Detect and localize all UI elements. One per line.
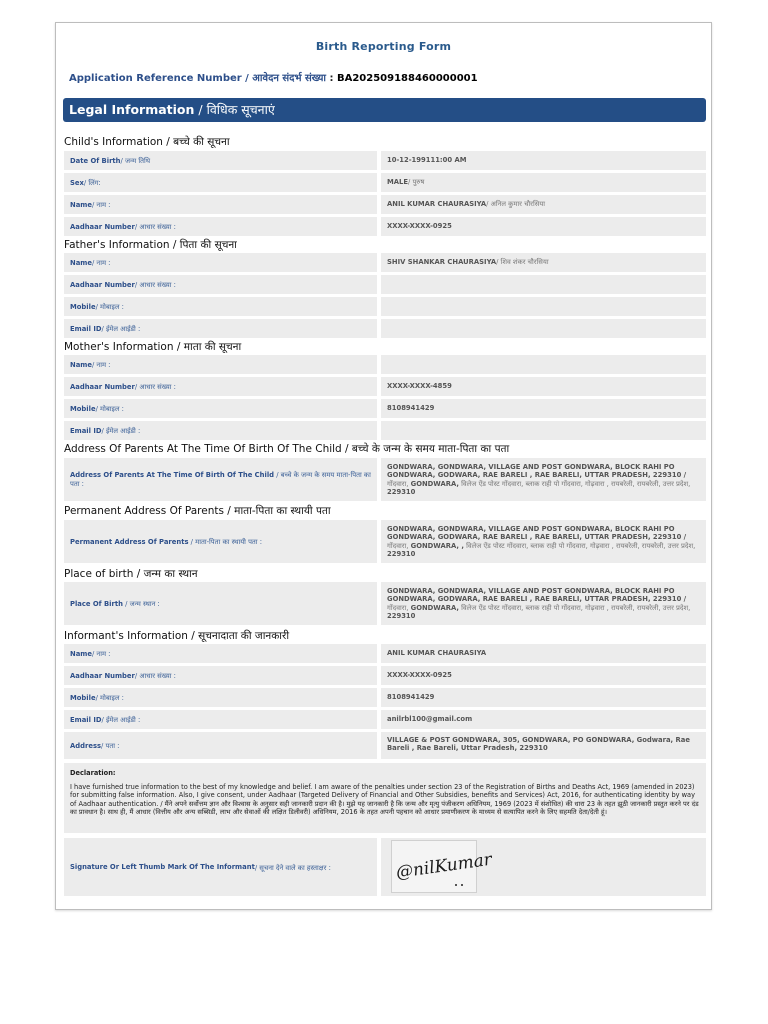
label-mother-mobile: Mobile / मोबाइल :	[64, 399, 377, 418]
label-mother-aadhaar: Aadhaar Number / आधार संख्या :	[64, 377, 377, 396]
reference-number	[69, 70, 478, 84]
row-mother-email	[64, 421, 706, 440]
section-father: Father's Information / पिता की सूचना	[64, 239, 237, 251]
row-mother-name	[64, 355, 706, 374]
value-informant-name: ANIL KUMAR CHAURASIYA	[381, 644, 706, 663]
label-informant-aadhaar: Aadhaar Number / आधार संख्या :	[64, 666, 377, 685]
row-child-aadhaar	[64, 217, 706, 236]
row-address-birth	[64, 458, 706, 501]
row-informant-address	[64, 732, 706, 759]
row-signature	[64, 838, 706, 896]
label-signature: Signature Or Left Thumb Mark Of The Informant / सूचना देने वाले का हस्ताक्षर :	[64, 838, 377, 896]
label-permanent-address: Permanent Address Of Parents / माता-पिता का स्थायी पता :	[64, 520, 377, 563]
banner-title-en: Legal Information	[69, 102, 195, 117]
legal-information-banner	[63, 98, 706, 122]
row-informant-aadhaar	[64, 666, 706, 685]
declaration-heading: Declaration:	[70, 769, 116, 777]
label-dob: Date Of Birth / जन्म तिथि	[64, 151, 377, 170]
row-father-mobile	[64, 297, 706, 316]
value-father-name: SHIV SHANKAR CHAURASIYA / शिव शंकर चौरसिया	[381, 253, 706, 272]
label-place-of-birth: Place Of Birth / जन्म स्थान :	[64, 582, 377, 625]
section-address-birth: Address Of Parents At The Time Of Birth Of The Child / बच्चे के जन्म के समय माता-पिता का पता	[64, 443, 510, 455]
row-place-of-birth	[64, 582, 706, 625]
row-informant-name	[64, 644, 706, 663]
value-permanent-address: GONDWARA, GONDWARA, VILLAGE AND POST GONDWARA, BLOCK RAHI PO GONDWARA, GODWARA, RAE BARELI , RAE BARELI, UTTAR PRADESH, 229310 / गोंदवारा, GONDWARA, , विलेज ऐंड पोस्ट गोंदवारा, ब्लाक राही पो गोंदवारा, गोढ़वारा , रायबरेली, रायबरेली, उत्तर प्रदेश, 229310	[381, 520, 706, 563]
section-child: Child's Information / बच्चे की सूचना	[64, 136, 230, 148]
value-informant-email: anilrbl100@gmail.com	[381, 710, 706, 729]
banner-title-hi: / विधिक सूचनाएं	[194, 102, 275, 117]
label-address-birth: Address Of Parents At The Time Of Birth Of The Child / बच्चे के जन्म के समय माता-पिता का पता :	[64, 458, 377, 501]
value-sex: MALE / पुरुष	[381, 173, 706, 192]
value-dob: 10-12-199111:00 AM	[381, 151, 706, 170]
row-father-name	[64, 253, 706, 272]
label-sex: Sex / लिंग:	[64, 173, 377, 192]
label-mother-name: Name / नाम :	[64, 355, 377, 374]
value-informant-aadhaar: XXXX-XXXX-0925	[381, 666, 706, 685]
row-child-dob	[64, 151, 706, 170]
row-child-name	[64, 195, 706, 214]
row-mother-aadhaar	[64, 377, 706, 396]
label-informant-address: Address / पता :	[64, 732, 377, 759]
reference-separator: :	[329, 73, 334, 84]
label-father-aadhaar: Aadhaar Number / आधार संख्या :	[64, 275, 377, 294]
section-permanent-address: Permanent Address Of Parents / माता-पिता का स्थायी पता	[64, 505, 331, 517]
value-informant-address: VILLAGE & POST GONDWARA, 305, GONDWARA, PO GONDWARA, Godwara, Rae Bareli , Rae Bareli, Uttar Pradesh, 229310	[381, 732, 706, 759]
row-informant-email	[64, 710, 706, 729]
value-father-aadhaar	[381, 275, 706, 294]
form-title: Birth Reporting Form	[315, 40, 452, 53]
value-child-aadhaar: XXXX-XXXX-0925	[381, 217, 706, 236]
label-informant-mobile: Mobile / मोबाइल :	[64, 688, 377, 707]
section-place-of-birth: Place of birth / जन्म का स्थान	[64, 568, 198, 580]
label-father-mobile: Mobile / मोबाइल :	[64, 297, 377, 316]
row-father-aadhaar	[64, 275, 706, 294]
value-mother-mobile: 8108941429	[381, 399, 706, 418]
value-father-mobile	[381, 297, 706, 316]
section-informant: Informant's Information / सूचनादाता की जानकारी	[64, 630, 290, 642]
label-informant-email: Email ID / ईमेल आईडी :	[64, 710, 377, 729]
row-informant-mobile	[64, 688, 706, 707]
label-father-email: Email ID / ईमेल आईडी :	[64, 319, 377, 338]
declaration-text: I have furnished true information to the best of my knowledge and belief. I am aware of the penalties under section 23 of the Registration of Births and Deaths Act, 1969 (amended in 2023) for submitting false information. Also, I give consent, under Aadhaar (Targeted Delivery of Financial and Other Subsidies, benefits and Services) Act, 2016, for authenticating identity by way of Aadhaar authentication. / मैंने अपने सर्वोत्तम ज्ञान और विश्वास के अनुसार सही जानकारी प्रदान की है। मुझे यह जानकारी है कि जन्म और मृत्यु पंजीकरण अधिनियम, 1969 (2023 में संशोधित) की धारा 23 के तहत झूठी जानकारी प्रस्तुत करने पर दंड का प्रावधान है। साथ ही, मैं आधार (वित्तीय और अन्य सब्सिडी, लाभ और सेवाओं की लक्षित डिलीवरी) अधिनियम, 2016 के तहत अपनी पहचान को आधार प्रमाणीकरण के माध्यम से सत्यापित करने के लिए सहमति देता/देती हूं।	[70, 783, 699, 816]
value-mother-email	[381, 421, 706, 440]
declaration	[64, 763, 706, 833]
value-address-birth: GONDWARA, GONDWARA, VILLAGE AND POST GONDWARA, BLOCK RAHI PO GONDWARA, GODWARA, RAE BARELI , RAE BARELI, UTTAR PRADESH, 229310 / गोंदवारा, GONDWARA, विलेज ऐंड पोस्ट गोंदवारा, ब्लाक राही पो गोंदवारा, गोढ़वारा , रायबरेली, रायबरेली, उत्तर प्रदेश, 229310	[381, 458, 706, 501]
row-father-email	[64, 319, 706, 338]
label-mother-email: Email ID / ईमेल आईडी :	[64, 421, 377, 440]
value-father-email	[381, 319, 706, 338]
signature-mark: @nilKumar	[394, 849, 494, 883]
row-mother-mobile	[64, 399, 706, 418]
value-mother-name	[381, 355, 706, 374]
label-child-name: Name / नाम :	[64, 195, 377, 214]
form-container	[55, 22, 712, 910]
reference-label: Application Reference Number / आवेदन संदर्भ संख्या	[69, 73, 327, 84]
reference-value: BA202509188460000001	[336, 73, 478, 84]
label-child-aadhaar: Aadhaar Number / आधार संख्या :	[64, 217, 377, 236]
value-place-of-birth: GONDWARA, GONDWARA, VILLAGE AND POST GONDWARA, BLOCK RAHI PO GONDWARA, GODWARA, RAE BARELI , RAE BARELI, UTTAR PRADESH, 229310 / गोंदवारा, GONDWARA, विलेज ऐंड पोस्ट गोंदवारा, ब्लाक राही पो गोंदवारा, गोढ़वारा , रायबरेली, रायबरेली, उत्तर प्रदेश, 229310	[381, 582, 706, 625]
label-informant-name: Name / नाम :	[64, 644, 377, 663]
label-father-name: Name / नाम :	[64, 253, 377, 272]
section-mother: Mother's Information / माता की सूचना	[64, 341, 242, 353]
value-child-name: ANIL KUMAR CHAURASIYA / अनिल कुमार चौरसिया	[381, 195, 706, 214]
value-mother-aadhaar: XXXX-XXXX-4859	[381, 377, 706, 396]
value-informant-mobile: 8108941429	[381, 688, 706, 707]
row-permanent-address	[64, 520, 706, 563]
signature-drawing	[392, 841, 494, 892]
row-child-sex	[64, 173, 706, 192]
signature-image	[391, 840, 494, 893]
